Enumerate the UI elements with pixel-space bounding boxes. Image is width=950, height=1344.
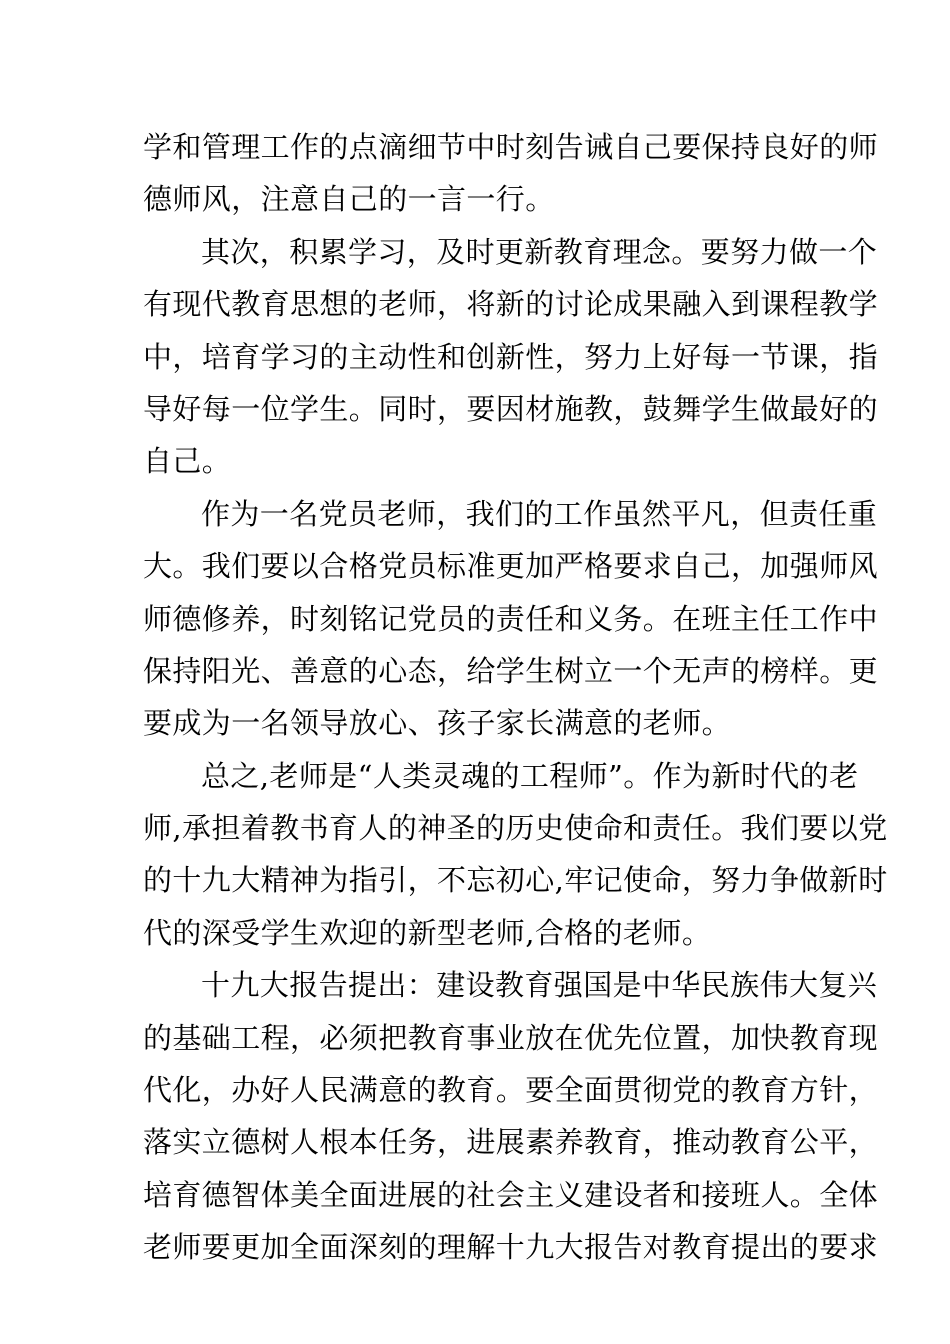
paragraph-first-line: 作为一名党员老师，我们的工作虽然平凡，但责任重 — [201, 496, 878, 531]
text-line: 要成为一名领导放心、孩子家长满意的老师。 — [143, 706, 732, 741]
text-line: 落实立德树人根本任务，进展素养教育，推动教育公平， — [143, 1125, 879, 1160]
paragraph-first-line: 十九大报告提出：建设教育强国是中华民族伟大复兴 — [201, 968, 878, 1003]
text-line: 老师要更加全面深刻的理解十九大报告对教育提出的要求 — [143, 1230, 879, 1265]
text-line: 中，培育学习的主动性和创新性，努力上好每一节课，指 — [143, 339, 879, 374]
body-text — [143, 121, 888, 1274]
text-line: 代的深受学生欢迎的新型老师,合格的老师。 — [143, 915, 712, 950]
paragraph-first-line: 其次，积累学习，及时更新教育理念。要努力做一个 — [201, 234, 878, 269]
text-line: 的基础工程，必须把教育事业放在优先位置，加快教育现 — [143, 1020, 879, 1055]
paragraph-first-line: 总之,老师是“人类灵魂的工程师”。作为新时代的老 — [201, 758, 859, 793]
text-line: 导好每一位学生。同时，要因材施教，鼓舞学生做最好的 — [143, 391, 879, 426]
text-line: 培育德智体美全面进展的社会主义建设者和接班人。全体 — [143, 1177, 879, 1212]
text-line: 保持阳光、善意的心态，给学生树立一个无声的榜样。更 — [143, 653, 879, 688]
text-line: 师,承担着教书育人的神圣的历史使命和责任。我们要以党 — [143, 811, 888, 846]
text-line: 自己。 — [143, 444, 232, 479]
text-line: 的十九大精神为指引，不忘初心,牢记使命，努力争做新时 — [143, 863, 888, 898]
text-line: 学和管理工作的点滴细节中时刻告诫自己要保持良好的师 — [143, 130, 879, 164]
text-line: 大。我们要以合格党员标准更加严格要求自己，加强师风 — [143, 549, 879, 584]
text-line: 师德修养，时刻铭记党员的责任和义务。在班主任工作中 — [143, 601, 879, 636]
text-line: 代化，办好人民满意的教育。要全面贯彻党的教育方针， — [143, 1073, 879, 1108]
text-line: 德师风，注意自己的一言一行。 — [143, 182, 555, 217]
text-line: 有现代教育思想的老师，将新的讨论成果融入到课程教学 — [143, 287, 879, 322]
